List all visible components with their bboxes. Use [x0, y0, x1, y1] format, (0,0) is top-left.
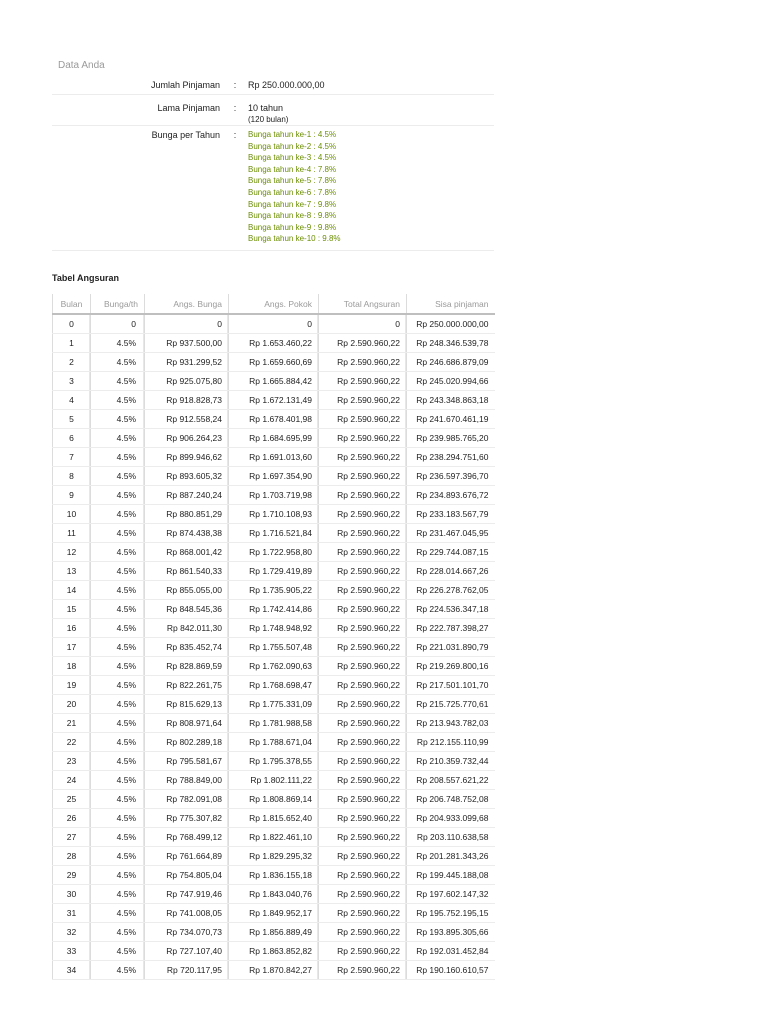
cell-total-angsuran: Rp 2.590.960,22: [319, 695, 407, 714]
bunga-rate-list: [248, 129, 494, 245]
cell-bunga-th: 4.5%: [91, 961, 145, 980]
cell-bunga-th: 4.5%: [91, 486, 145, 505]
cell-angs-pokok: 0: [229, 314, 319, 334]
cell-angs-pokok: Rp 1.815.652,40: [229, 809, 319, 828]
cell-total-angsuran: Rp 2.590.960,22: [319, 923, 407, 942]
bunga-label: Bunga per Tahun: [151, 130, 220, 140]
cell-bunga-th: 4.5%: [91, 885, 145, 904]
cell-angs-pokok: Rp 1.762.090,63: [229, 657, 319, 676]
cell-bunga-th: 4.5%: [91, 657, 145, 676]
cell-bunga-th: 4.5%: [91, 790, 145, 809]
table-row: [53, 505, 495, 524]
cell-angs-pokok: Rp 1.684.695,99: [229, 429, 319, 448]
cell-angs-bunga: Rp 887.240,24: [145, 486, 229, 505]
table-row: [53, 790, 495, 809]
cell-angs-bunga: Rp 925.075,80: [145, 372, 229, 391]
bunga-rate-item: Bunga tahun ke-6 : 7.8%: [248, 187, 337, 197]
cell-angs-bunga: Rp 855.055,00: [145, 581, 229, 600]
cell-bulan: 17: [53, 638, 91, 657]
table-row: [53, 486, 495, 505]
cell-angs-pokok: Rp 1.735.905,22: [229, 581, 319, 600]
cell-angs-bunga: Rp 880.851,29: [145, 505, 229, 524]
cell-sisa-pinjaman: Rp 231.467.045,95: [407, 524, 495, 543]
cell-angs-bunga: Rp 874.438,38: [145, 524, 229, 543]
cell-angs-bunga: Rp 795.581,67: [145, 752, 229, 771]
cell-total-angsuran: Rp 2.590.960,22: [319, 676, 407, 695]
table-row: [53, 771, 495, 790]
column-header-angs-bunga: Angs. Bunga: [145, 294, 229, 314]
cell-angs-bunga: Rp 802.289,18: [145, 733, 229, 752]
cell-bunga-th: 4.5%: [91, 942, 145, 961]
cell-total-angsuran: Rp 2.590.960,22: [319, 752, 407, 771]
cell-angs-bunga: Rp 815.629,13: [145, 695, 229, 714]
cell-bunga-th: 4.5%: [91, 562, 145, 581]
cell-bulan: 9: [53, 486, 91, 505]
cell-bunga-th: 4.5%: [91, 448, 145, 467]
cell-sisa-pinjaman: Rp 236.597.396,70: [407, 467, 495, 486]
cell-bulan: 15: [53, 600, 91, 619]
column-header-bulan: Bulan: [53, 294, 91, 314]
cell-total-angsuran: Rp 2.590.960,22: [319, 562, 407, 581]
summary-row-bunga: [52, 126, 494, 251]
cell-total-angsuran: Rp 2.590.960,22: [319, 353, 407, 372]
table-row: [53, 372, 495, 391]
column-header-bunga-th: Bunga/th: [91, 294, 145, 314]
cell-bunga-th: 4.5%: [91, 581, 145, 600]
cell-total-angsuran: Rp 2.590.960,22: [319, 505, 407, 524]
table-row: [53, 942, 495, 961]
cell-bulan: 7: [53, 448, 91, 467]
cell-angs-pokok: Rp 1.678.401,98: [229, 410, 319, 429]
cell-bulan: 28: [53, 847, 91, 866]
table-row: [53, 752, 495, 771]
table-row: [53, 961, 495, 980]
cell-angs-bunga: Rp 828.869,59: [145, 657, 229, 676]
cell-total-angsuran: Rp 2.590.960,22: [319, 543, 407, 562]
table-row: [53, 923, 495, 942]
cell-bunga-th: 4.5%: [91, 524, 145, 543]
cell-sisa-pinjaman: Rp 199.445.188,08: [407, 866, 495, 885]
cell-angs-bunga: Rp 808.971,64: [145, 714, 229, 733]
cell-angs-pokok: Rp 1.665.884,42: [229, 372, 319, 391]
cell-bunga-th: 4.5%: [91, 923, 145, 942]
bunga-rate-item: Bunga tahun ke-4 : 7.8%: [248, 164, 337, 174]
cell-sisa-pinjaman: Rp 226.278.762,05: [407, 581, 495, 600]
cell-angs-bunga: 0: [145, 314, 229, 334]
cell-angs-pokok: Rp 1.742.414,86: [229, 600, 319, 619]
cell-bunga-th: 4.5%: [91, 334, 145, 353]
cell-angs-bunga: Rp 842.011,30: [145, 619, 229, 638]
cell-bulan: 26: [53, 809, 91, 828]
cell-total-angsuran: Rp 2.590.960,22: [319, 847, 407, 866]
table-row: [53, 410, 495, 429]
cell-sisa-pinjaman: Rp 195.752.195,15: [407, 904, 495, 923]
separator-colon: :: [233, 80, 237, 90]
cell-bulan: 29: [53, 866, 91, 885]
cell-sisa-pinjaman: Rp 250.000.000,00: [407, 314, 495, 334]
cell-bulan: 2: [53, 353, 91, 372]
cell-total-angsuran: Rp 2.590.960,22: [319, 771, 407, 790]
cell-sisa-pinjaman: Rp 197.602.147,32: [407, 885, 495, 904]
cell-bunga-th: 4.5%: [91, 676, 145, 695]
column-header-sisa-pinjaman: Sisa pinjaman: [407, 294, 495, 314]
cell-total-angsuran: Rp 2.590.960,22: [319, 961, 407, 980]
lama-label: Lama Pinjaman: [157, 103, 220, 113]
cell-bulan: 20: [53, 695, 91, 714]
cell-total-angsuran: Rp 2.590.960,22: [319, 429, 407, 448]
table-row: [53, 562, 495, 581]
cell-sisa-pinjaman: Rp 206.748.752,08: [407, 790, 495, 809]
cell-bunga-th: 4.5%: [91, 391, 145, 410]
cell-sisa-pinjaman: Rp 204.933.099,68: [407, 809, 495, 828]
cell-angs-bunga: Rp 822.261,75: [145, 676, 229, 695]
cell-angs-bunga: Rp 893.605,32: [145, 467, 229, 486]
cell-angs-bunga: Rp 861.540,33: [145, 562, 229, 581]
cell-bunga-th: 4.5%: [91, 372, 145, 391]
bunga-rate-item: Bunga tahun ke-2 : 4.5%: [248, 141, 337, 151]
cell-bunga-th: 4.5%: [91, 600, 145, 619]
cell-sisa-pinjaman: Rp 229.744.087,15: [407, 543, 495, 562]
cell-angs-bunga: Rp 782.091,08: [145, 790, 229, 809]
separator-colon: :: [233, 130, 237, 140]
table-row: [53, 429, 495, 448]
cell-bulan: 34: [53, 961, 91, 980]
cell-bunga-th: 4.5%: [91, 619, 145, 638]
table-row: [53, 581, 495, 600]
cell-angs-bunga: Rp 768.499,12: [145, 828, 229, 847]
cell-bunga-th: 4.5%: [91, 847, 145, 866]
cell-bulan: 5: [53, 410, 91, 429]
cell-angs-bunga: Rp 918.828,73: [145, 391, 229, 410]
cell-angs-bunga: Rp 906.264,23: [145, 429, 229, 448]
cell-total-angsuran: Rp 2.590.960,22: [319, 638, 407, 657]
cell-bunga-th: 4.5%: [91, 429, 145, 448]
cell-bulan: 4: [53, 391, 91, 410]
cell-sisa-pinjaman: Rp 248.346.539,78: [407, 334, 495, 353]
cell-total-angsuran: 0: [319, 314, 407, 334]
cell-angs-pokok: Rp 1.659.660,69: [229, 353, 319, 372]
cell-bulan: 18: [53, 657, 91, 676]
cell-angs-pokok: Rp 1.849.952,17: [229, 904, 319, 923]
table-row: [53, 885, 495, 904]
cell-sisa-pinjaman: Rp 215.725.770,61: [407, 695, 495, 714]
cell-total-angsuran: Rp 2.590.960,22: [319, 619, 407, 638]
cell-angs-pokok: Rp 1.697.354,90: [229, 467, 319, 486]
bunga-rate-item: Bunga tahun ke-10 : 9.8%: [248, 234, 341, 244]
cell-angs-pokok: Rp 1.863.852,82: [229, 942, 319, 961]
table-row: [53, 543, 495, 562]
table-row: [53, 524, 495, 543]
cell-angs-pokok: Rp 1.856.889,49: [229, 923, 319, 942]
cell-bulan: 27: [53, 828, 91, 847]
cell-angs-pokok: Rp 1.691.013,60: [229, 448, 319, 467]
bunga-rate-item: Bunga tahun ke-1 : 4.5%: [248, 130, 337, 139]
table-row: [53, 391, 495, 410]
table-row: [53, 657, 495, 676]
cell-bulan: 0: [53, 314, 91, 334]
cell-bulan: 14: [53, 581, 91, 600]
cell-sisa-pinjaman: Rp 233.183.567,79: [407, 505, 495, 524]
cell-total-angsuran: Rp 2.590.960,22: [319, 809, 407, 828]
cell-angs-pokok: Rp 1.808.869,14: [229, 790, 319, 809]
cell-bunga-th: 4.5%: [91, 714, 145, 733]
rate-list: [248, 129, 494, 245]
cell-angs-bunga: Rp 912.558,24: [145, 410, 229, 429]
cell-angs-bunga: Rp 720.117,95: [145, 961, 229, 980]
cell-sisa-pinjaman: Rp 246.686.879,09: [407, 353, 495, 372]
cell-bulan: 13: [53, 562, 91, 581]
table-row: [53, 695, 495, 714]
cell-total-angsuran: Rp 2.590.960,22: [319, 942, 407, 961]
separator-colon: :: [233, 103, 237, 113]
column-header-total-angsuran: Total Angsuran: [319, 294, 407, 314]
section-heading-data-anda: Data Anda: [58, 60, 105, 71]
cell-bulan: 3: [53, 372, 91, 391]
cell-angs-pokok: Rp 1.653.460,22: [229, 334, 319, 353]
cell-sisa-pinjaman: Rp 210.359.732,44: [407, 752, 495, 771]
cell-total-angsuran: Rp 2.590.960,22: [319, 733, 407, 752]
table-row: [53, 334, 495, 353]
cell-angs-pokok: Rp 1.748.948,92: [229, 619, 319, 638]
bunga-rate-item: Bunga tahun ke-3 : 4.5%: [248, 153, 337, 163]
table-row: [53, 467, 495, 486]
cell-bulan: 21: [53, 714, 91, 733]
cell-total-angsuran: Rp 2.590.960,22: [319, 334, 407, 353]
cell-sisa-pinjaman: Rp 201.281.343,26: [407, 847, 495, 866]
cell-sisa-pinjaman: Rp 228.014.667,26: [407, 562, 495, 581]
cell-angs-pokok: Rp 1.768.698,47: [229, 676, 319, 695]
table-row: [53, 638, 495, 657]
table-row: [53, 809, 495, 828]
table-row: [53, 353, 495, 372]
cell-bunga-th: 4.5%: [91, 828, 145, 847]
cell-total-angsuran: Rp 2.590.960,22: [319, 866, 407, 885]
cell-angs-pokok: Rp 1.755.507,48: [229, 638, 319, 657]
cell-bunga-th: 4.5%: [91, 638, 145, 657]
cell-bulan: 11: [53, 524, 91, 543]
cell-angs-bunga: Rp 899.946,62: [145, 448, 229, 467]
cell-total-angsuran: Rp 2.590.960,22: [319, 372, 407, 391]
cell-bunga-th: 4.5%: [91, 410, 145, 429]
cell-angs-bunga: Rp 931.299,52: [145, 353, 229, 372]
cell-angs-bunga: Rp 734.070,73: [145, 923, 229, 942]
cell-sisa-pinjaman: Rp 212.155.110,99: [407, 733, 495, 752]
cell-bulan: 16: [53, 619, 91, 638]
cell-angs-pokok: Rp 1.729.419,89: [229, 562, 319, 581]
cell-angs-bunga: Rp 775.307,82: [145, 809, 229, 828]
cell-bulan: 19: [53, 676, 91, 695]
cell-angs-pokok: Rp 1.836.155,18: [229, 866, 319, 885]
cell-bulan: 33: [53, 942, 91, 961]
cell-angs-bunga: Rp 937.500,00: [145, 334, 229, 353]
cell-angs-pokok: Rp 1.788.671,04: [229, 733, 319, 752]
cell-sisa-pinjaman: Rp 193.895.305,66: [407, 923, 495, 942]
lama-value-block: [248, 102, 494, 125]
cell-sisa-pinjaman: Rp 245.020.994,66: [407, 372, 495, 391]
cell-angs-pokok: Rp 1.722.958,80: [229, 543, 319, 562]
cell-bulan: 30: [53, 885, 91, 904]
cell-sisa-pinjaman: Rp 243.348.863,18: [407, 391, 495, 410]
cell-bulan: 24: [53, 771, 91, 790]
cell-total-angsuran: Rp 2.590.960,22: [319, 790, 407, 809]
cell-angs-bunga: Rp 788.849,00: [145, 771, 229, 790]
cell-bunga-th: 4.5%: [91, 904, 145, 923]
cell-sisa-pinjaman: Rp 213.943.782,03: [407, 714, 495, 733]
cell-bulan: 6: [53, 429, 91, 448]
cell-bunga-th: 4.5%: [91, 467, 145, 486]
cell-sisa-pinjaman: Rp 217.501.101,70: [407, 676, 495, 695]
cell-bulan: 10: [53, 505, 91, 524]
cell-bulan: 25: [53, 790, 91, 809]
summary-row-jumlah: [52, 72, 494, 95]
cell-angs-bunga: Rp 727.107,40: [145, 942, 229, 961]
table-row: [53, 314, 495, 334]
cell-sisa-pinjaman: Rp 221.031.890,79: [407, 638, 495, 657]
cell-total-angsuran: Rp 2.590.960,22: [319, 885, 407, 904]
table-header-row: [53, 294, 495, 314]
bunga-rate-item: Bunga tahun ke-8 : 9.8%: [248, 211, 337, 221]
cell-angs-bunga: Rp 741.008,05: [145, 904, 229, 923]
cell-total-angsuran: Rp 2.590.960,22: [319, 657, 407, 676]
cell-total-angsuran: Rp 2.590.960,22: [319, 828, 407, 847]
cell-total-angsuran: Rp 2.590.960,22: [319, 486, 407, 505]
cell-sisa-pinjaman: Rp 208.557.621,22: [407, 771, 495, 790]
cell-sisa-pinjaman: Rp 190.160.610,57: [407, 961, 495, 980]
cell-bulan: 22: [53, 733, 91, 752]
cell-angs-pokok: Rp 1.802.111,22: [229, 771, 319, 790]
table-row: [53, 904, 495, 923]
cell-angs-pokok: Rp 1.775.331,09: [229, 695, 319, 714]
table-row: [53, 714, 495, 733]
jumlah-label: Jumlah Pinjaman: [150, 80, 220, 90]
cell-sisa-pinjaman: Rp 239.985.765,20: [407, 429, 495, 448]
cell-bunga-th: 4.5%: [91, 752, 145, 771]
cell-angs-pokok: Rp 1.795.378,55: [229, 752, 319, 771]
cell-bunga-th: 4.5%: [91, 505, 145, 524]
cell-angs-pokok: Rp 1.829.295,32: [229, 847, 319, 866]
table-row: [53, 733, 495, 752]
cell-sisa-pinjaman: Rp 222.787.398,27: [407, 619, 495, 638]
cell-bulan: 32: [53, 923, 91, 942]
bunga-rate-item: Bunga tahun ke-7 : 9.8%: [248, 199, 337, 209]
cell-total-angsuran: Rp 2.590.960,22: [319, 904, 407, 923]
cell-bunga-th: 0: [91, 314, 145, 334]
cell-bulan: 8: [53, 467, 91, 486]
cell-bunga-th: 4.5%: [91, 543, 145, 562]
table-row: [53, 866, 495, 885]
cell-angs-pokok: Rp 1.716.521,84: [229, 524, 319, 543]
cell-sisa-pinjaman: Rp 224.536.347,18: [407, 600, 495, 619]
cell-angs-bunga: Rp 848.545,36: [145, 600, 229, 619]
cell-total-angsuran: Rp 2.590.960,22: [319, 467, 407, 486]
cell-total-angsuran: Rp 2.590.960,22: [319, 448, 407, 467]
cell-sisa-pinjaman: Rp 234.893.676,72: [407, 486, 495, 505]
lama-value: 10 tahun: [248, 103, 284, 113]
cell-bulan: 31: [53, 904, 91, 923]
cell-bunga-th: 4.5%: [91, 695, 145, 714]
table-title: Tabel Angsuran: [52, 273, 120, 283]
cell-total-angsuran: Rp 2.590.960,22: [319, 410, 407, 429]
column-header-angs-pokok: Angs. Pokok: [229, 294, 319, 314]
cell-angs-pokok: Rp 1.703.719,98: [229, 486, 319, 505]
jumlah-value: Rp 250.000.000,00: [248, 80, 325, 90]
cell-angs-bunga: Rp 761.664,89: [145, 847, 229, 866]
table-body: [53, 314, 495, 980]
cell-angs-bunga: Rp 868.001,42: [145, 543, 229, 562]
table-row: [53, 828, 495, 847]
cell-total-angsuran: Rp 2.590.960,22: [319, 714, 407, 733]
cell-sisa-pinjaman: Rp 219.269.800,16: [407, 657, 495, 676]
loan-summary: [52, 72, 494, 251]
cell-angs-bunga: Rp 754.805,04: [145, 866, 229, 885]
cell-bulan: 12: [53, 543, 91, 562]
cell-angs-pokok: Rp 1.843.040,76: [229, 885, 319, 904]
cell-angs-pokok: Rp 1.710.108,93: [229, 505, 319, 524]
cell-bunga-th: 4.5%: [91, 733, 145, 752]
cell-bunga-th: 4.5%: [91, 353, 145, 372]
cell-sisa-pinjaman: Rp 203.110.638,58: [407, 828, 495, 847]
cell-bulan: 1: [53, 334, 91, 353]
cell-angs-pokok: Rp 1.672.131,49: [229, 391, 319, 410]
cell-bulan: 23: [53, 752, 91, 771]
table-row: [53, 847, 495, 866]
cell-bunga-th: 4.5%: [91, 771, 145, 790]
cell-angs-pokok: Rp 1.781.988,58: [229, 714, 319, 733]
cell-angs-pokok: Rp 1.822.461,10: [229, 828, 319, 847]
table-row: [53, 619, 495, 638]
bunga-rate-item: Bunga tahun ke-5 : 7.8%: [248, 176, 337, 186]
table-row: [53, 676, 495, 695]
table-row: [53, 600, 495, 619]
summary-row-lama: [52, 95, 494, 126]
bunga-rate-item: Bunga tahun ke-9 : 9.8%: [248, 222, 337, 232]
cell-sisa-pinjaman: Rp 192.031.452,84: [407, 942, 495, 961]
cell-sisa-pinjaman: Rp 241.670.461,19: [407, 410, 495, 429]
cell-sisa-pinjaman: Rp 238.294.751,60: [407, 448, 495, 467]
cell-angs-bunga: Rp 835.452,74: [145, 638, 229, 657]
cell-angs-pokok: Rp 1.870.842,27: [229, 961, 319, 980]
cell-angs-bunga: Rp 747.919,46: [145, 885, 229, 904]
cell-bunga-th: 4.5%: [91, 809, 145, 828]
cell-bunga-th: 4.5%: [91, 866, 145, 885]
cell-total-angsuran: Rp 2.590.960,22: [319, 524, 407, 543]
cell-total-angsuran: Rp 2.590.960,22: [319, 581, 407, 600]
cell-total-angsuran: Rp 2.590.960,22: [319, 391, 407, 410]
lama-months: (120 bulan): [248, 115, 289, 124]
table-row: [53, 448, 495, 467]
cell-total-angsuran: Rp 2.590.960,22: [319, 600, 407, 619]
installment-table: [52, 294, 495, 980]
